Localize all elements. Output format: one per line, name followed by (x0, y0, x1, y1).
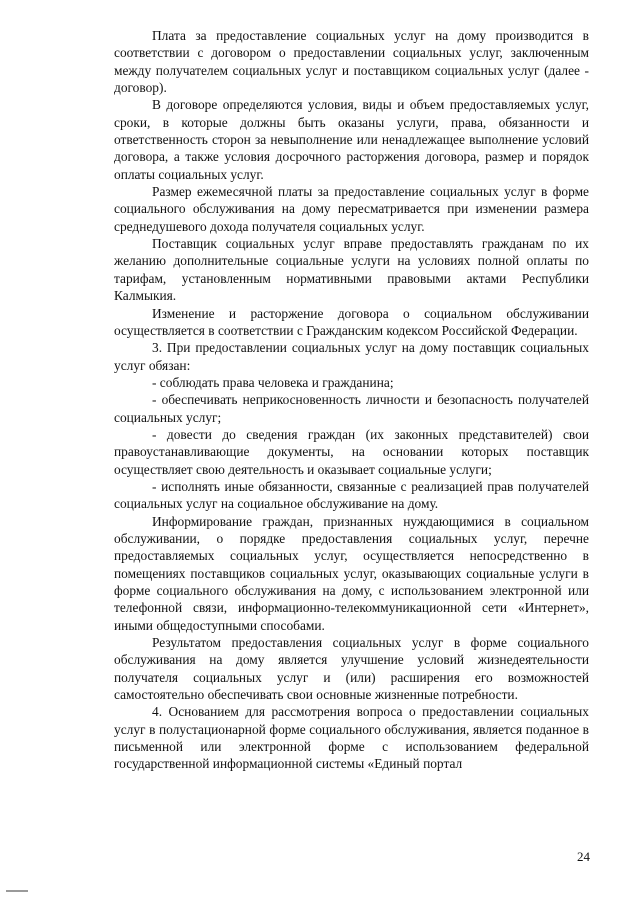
document-body (114, 27, 589, 773)
paragraph-semi-stationary-basis: 4. Основанием для рассмотрения вопроса о предоставлении социальных услуг в полустационарной форме социального обслуживания, является поданное в письменной или электронной форме с использованием федеральной государственной информационной системы «Единый портал (114, 704, 589, 772)
page-number: 24 (577, 849, 590, 864)
paragraph-payment-basis: Плата за предоставление социальных услуг на дому производится в соответствии с договором о предоставлении социальных услуг, заключенным между получателем социальных услуг и поставщиком социальных услуг (далее - договор). (114, 28, 589, 96)
paragraph-contract-termination: Изменение и расторжение договора о социальном обслуживании осуществляется в соответствии с Гражданским кодексом Российской Федерации. (114, 305, 589, 338)
paragraph-additional-services: Поставщик социальных услуг вправе предоставлять гражданам по их желанию дополнительные социальные услуги на условиях полной оплаты по тарифам, установленным нормативными правовыми актами Республики Калмыкия. (114, 236, 589, 304)
list-item-inform-documents: - довести до сведения граждан (их законных представителей) свои правоустанавливающие документы, на основании которых поставщик осуществляет свою деятельность и оказывает социальные услуги; (114, 426, 589, 477)
paragraph-contract-terms: В договоре определяются условия, виды и объем предоставляемых услуг, сроки, в которые должны быть оказаны услуги, права, обязанности и ответственность сторон за невыполнение или ненадлежащее выполнение условий договора, а также условия досрочного расторжения договора, размер и порядок оплаты социальных услуг. (114, 97, 589, 182)
paragraph-provider-obligations: 3. При предоставлении социальных услуг на дому поставщик социальных услуг обязан: (114, 340, 589, 373)
paragraph-fee-revision: Размер ежемесячной платы за предоставление социальных услуг в форме социального обслуживания на дому пересматривается при изменении размера среднедушевого дохода получателя социальных услуг. (114, 184, 589, 234)
scan-artifact-mark (6, 890, 28, 892)
paragraph-informing-citizens: Информирование граждан, признанных нуждающимися в социальном обслуживании, о порядке предоставления социальных услуг, перечне предоставляемых социальных услуг, осуществляется непосредственно в помещениях поставщиков социальных услуг, оказывающих социальные услуги в форме социального обслуживания на дому, с использованием электронной или телефонной связи, информационно-телекоммуникационной сети «Интернет», иными общедоступными способами. (114, 513, 589, 633)
list-item-human-rights: - соблюдать права человека и гражданина; (152, 374, 394, 390)
list-item-other-duties: - исполнять иные обязанности, связанные с реализацией прав получателей социальных услуг на социальное обслуживание на дому. (114, 478, 589, 512)
paragraph-service-result: Результатом предоставления социальных услуг в форме социального обслуживания на дому является улучшение условий жизнедеятельности получателя социальных услуг и (или) расширения его возможностей самостоятельно обеспечивать свои основные жизненные потребности. (114, 635, 589, 703)
list-item-personal-safety: - обеспечивать неприкосновенность личности и безопасность получателей социальных услуг; (114, 392, 589, 425)
